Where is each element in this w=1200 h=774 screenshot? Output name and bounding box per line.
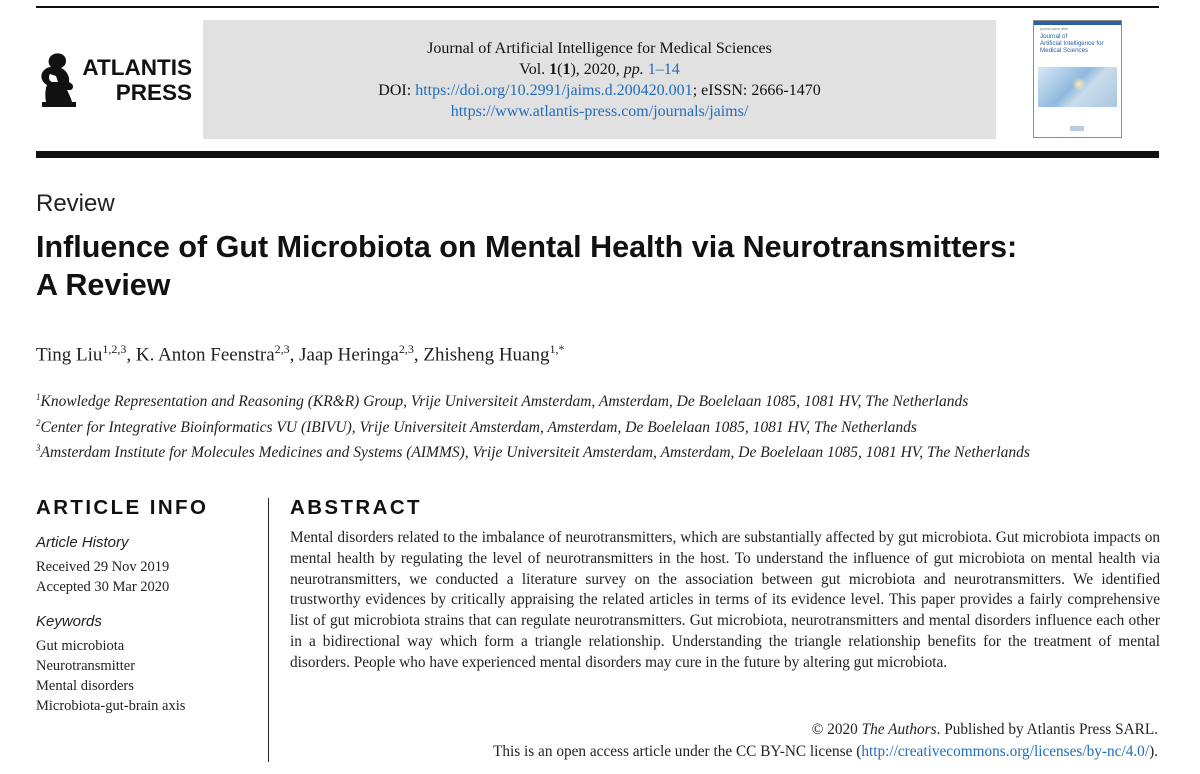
- license-block: [493, 719, 1158, 763]
- issue-number: 1: [562, 61, 571, 78]
- author-affiliation-sup: 1,*: [549, 342, 565, 356]
- abstract-panel: [290, 496, 1160, 674]
- abstract-heading: ABSTRACT: [290, 496, 422, 519]
- affiliation-text: Center for Integrative Bioinformatics VU (IBIVU), Vrije Universiteit Amsterdam, Amsterdam, De Boelelaan 1085, 1081 HV, The Netherlands: [40, 418, 917, 436]
- affiliation-list: [36, 387, 1030, 464]
- received-date: Received 29 Nov 2019: [36, 559, 170, 575]
- keywords-heading: Keywords: [36, 613, 102, 630]
- logo-line-1: ATLANTIS: [82, 55, 192, 80]
- cover-small-text: journal name abbr: [1040, 27, 1069, 31]
- author-name[interactable]: K. Anton Feenstra: [135, 344, 275, 366]
- journal-info-box: [203, 20, 996, 139]
- license-suffix: ).: [1149, 743, 1158, 760]
- license-line: [493, 741, 1158, 763]
- volume-line: Vol. 1(1), 2020, pp. 1–14: [519, 61, 680, 78]
- cover-top-bar: [1034, 21, 1121, 25]
- thinker-icon: [36, 50, 82, 108]
- article-history-heading: Article History: [36, 534, 129, 551]
- vol-prefix: Vol.: [519, 61, 546, 78]
- author-affiliation-sup: 1,2,3: [102, 342, 127, 356]
- affiliation-text: Amsterdam Institute for Molecules Medicines and Systems (AIMMS), Vrije Universiteit Amsterdam, Amsterdam, De Boelelaan 1085, 1081 HV, The Netherlands: [40, 444, 1030, 462]
- copyright-suffix: . Published by Atlantis Press SARL.: [936, 721, 1158, 738]
- article-type: Review: [36, 190, 115, 217]
- affiliation-item: [36, 438, 1030, 464]
- journal-url-line: [203, 101, 996, 122]
- volume-number: 1: [549, 61, 558, 78]
- cover-journal-name: Artificial Intelligence for Medical Sciences: [1040, 40, 1104, 54]
- top-rule: [36, 6, 1159, 8]
- eissn: ; eISSN: 2666-1470: [692, 82, 821, 99]
- author-name[interactable]: Ting Liu: [36, 344, 103, 366]
- header-bottom-rule: [36, 151, 1159, 158]
- copyright-line: [493, 719, 1158, 741]
- license-prefix: This is an open access article under the CC BY-NC license (: [493, 743, 862, 760]
- journal-url-link[interactable]: https://www.atlantis-press.com/journals/jaims/: [450, 103, 749, 120]
- keyword-item[interactable]: Microbiota-gut-brain axis: [36, 698, 186, 714]
- atlantis-press-logo[interactable]: [36, 48, 206, 114]
- cover-title: [1040, 33, 1118, 54]
- affiliation-item: [36, 413, 1030, 439]
- keyword-item[interactable]: Mental disorders: [36, 678, 134, 694]
- keyword-item[interactable]: Gut microbiota: [36, 638, 125, 654]
- column-divider: [268, 498, 269, 762]
- logo-wordmark: [82, 55, 192, 105]
- affiliation-item: [36, 387, 1030, 413]
- doi-line: [203, 80, 996, 101]
- keyword-list: [36, 636, 256, 716]
- license-link[interactable]: http://creativecommons.org/licenses/by-nc/4.0/: [861, 743, 1150, 760]
- cover-publisher-mark: [1070, 126, 1084, 131]
- author-name[interactable]: Zhisheng Huang: [423, 344, 550, 366]
- copyright-authors: The Authors: [861, 721, 937, 738]
- affiliation-number: 2: [36, 417, 41, 428]
- author-name[interactable]: Jaap Heringa: [299, 344, 399, 366]
- journal-name: Journal of Artificial Intelligence for Medical Sciences: [427, 40, 772, 57]
- article-title: Influence of Gut Microbiota on Mental Health via Neurotransmitters: A Review: [36, 230, 1018, 302]
- author-list: Ting Liu$^{1,2,3}$, K. Anton Feenstra$^{2,3}$, Jaap Heringa$^{2,3}$, Zhisheng Huang$^{1,*}$: [36, 342, 565, 366]
- journal-cover-thumbnail[interactable]: [1033, 20, 1122, 138]
- author-affiliation-sup: 2,3: [398, 342, 414, 356]
- affiliation-text: Knowledge Representation and Reasoning (KR&R) Group, Vrije Universiteit Amsterdam, Amsterdam, De Boelelaan 1085, 1081 HV, The Netherlands: [40, 393, 969, 411]
- year: 2020: [583, 61, 616, 78]
- abstract-text: Mental disorders related to the imbalance of neurotransmitters, which are substantially affected by gut microbiota. Gut microbiota impacts on mental health by regulating the level of neurotransmitters in the host. To understand the influence of gut microbiota on mental health via neurotransmitters, we conducted a literature survey on the association between gut microbiota and neurotransmitters. We identified trustworthy evidences by critically appraising the related articles in terms of its evidence level. This paper provides a fairly comprehensive list of gut microbiota strains that can regulate neurotransmitters. Gut microbiota, neurotransmitters and mental disorders influence each other in a bidirectional way which form a triangle relationship. Understanding the triangle relationship benefits for the treatment of mental disorders. People who have experienced mental disorders may cure in the future by altering gut microbiota.: [290, 529, 1160, 671]
- author-affiliation-sup: 2,3: [274, 342, 290, 356]
- affiliation-number: 3: [36, 443, 41, 454]
- cover-journal-of: Journal of: [1040, 33, 1068, 40]
- logo-line-2: PRESS: [115, 80, 192, 105]
- affiliation-number: 1: [36, 392, 41, 402]
- pages-link[interactable]: 1–14: [647, 61, 680, 78]
- doi-link[interactable]: https://doi.org/10.2991/jaims.d.200420.001: [415, 82, 693, 99]
- cover-image: [1038, 67, 1117, 107]
- keyword-item[interactable]: Neurotransmitter: [36, 658, 136, 674]
- article-info-heading: ARTICLE INFO: [36, 496, 209, 519]
- copyright-prefix: © 2020: [811, 721, 862, 738]
- article-info-panel: [36, 496, 256, 716]
- accepted-date: Accepted 30 Mar 2020: [36, 579, 170, 595]
- cover-image-glow: [1072, 77, 1086, 91]
- doi-label: DOI:: [378, 82, 412, 99]
- pages-label: pp.: [623, 61, 644, 78]
